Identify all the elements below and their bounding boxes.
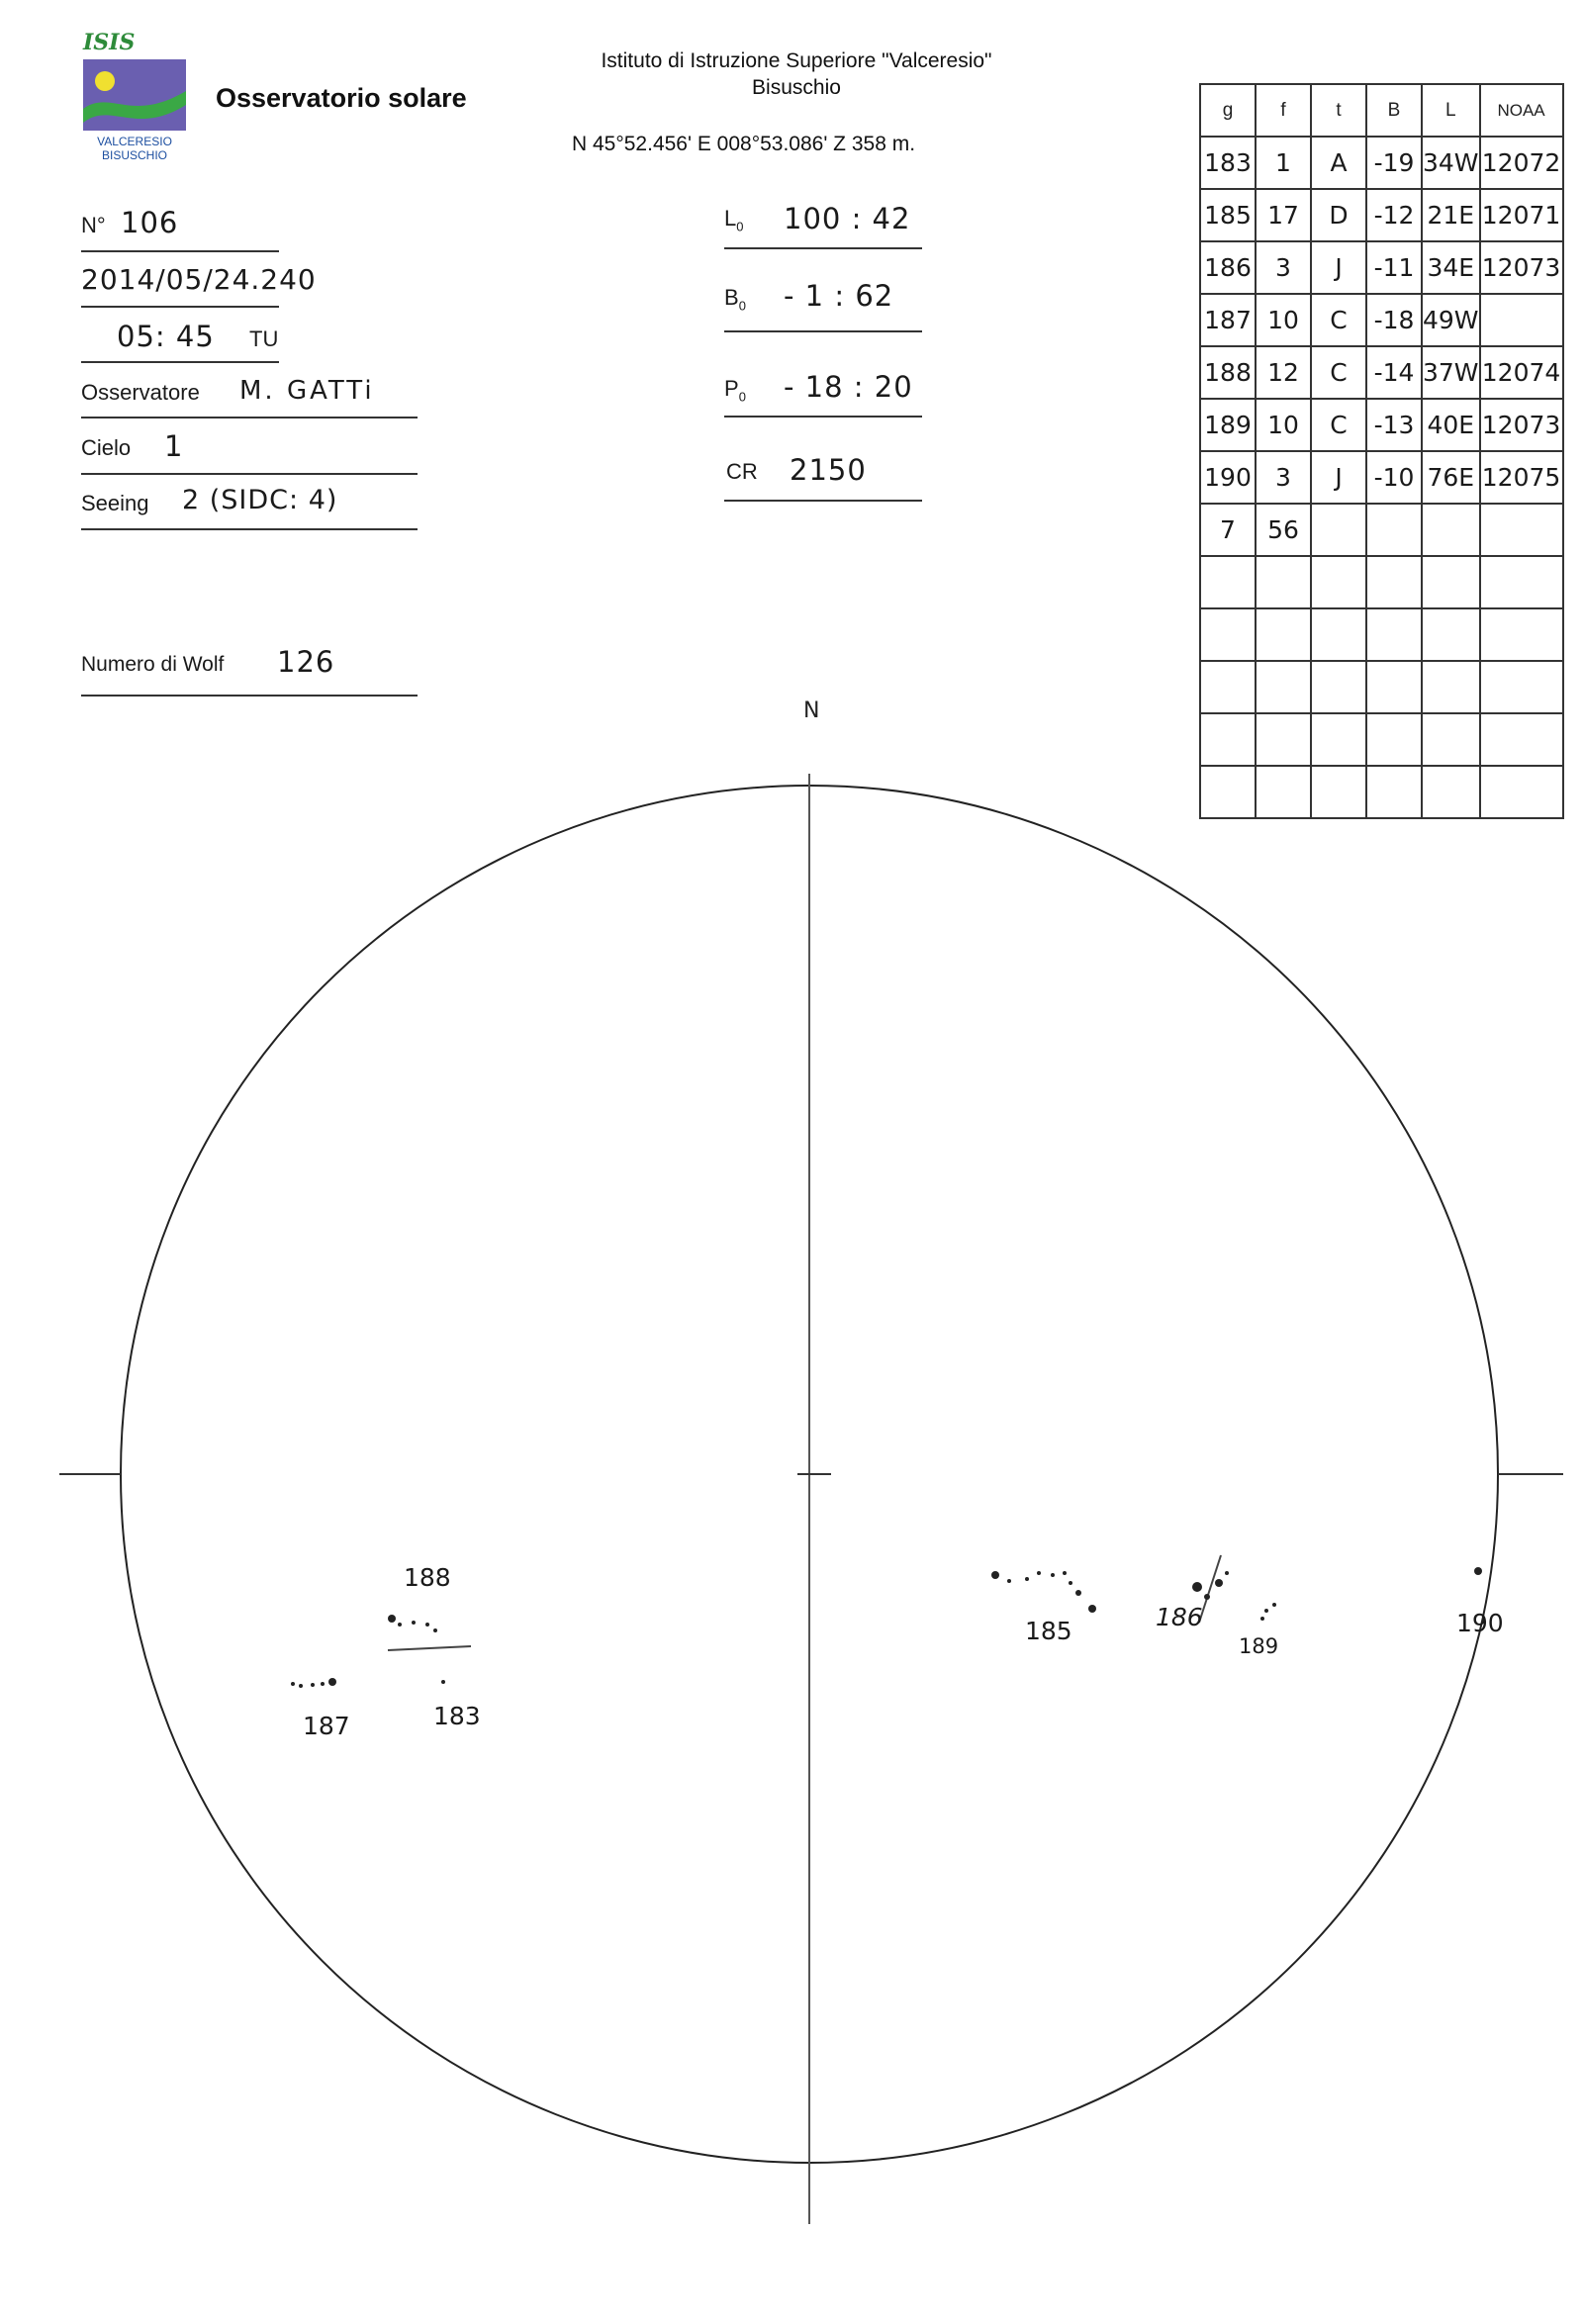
table-cell: 185 xyxy=(1200,189,1256,241)
table-cell: 3 xyxy=(1256,241,1311,294)
col-header-b: B xyxy=(1366,84,1422,137)
table-cell: 10 xyxy=(1256,399,1311,451)
sunspot xyxy=(311,1683,315,1687)
sunspot xyxy=(1272,1603,1276,1607)
sunspot xyxy=(1088,1605,1096,1613)
site-coordinates: N 45°52.456' E 008°53.086' Z 358 m. xyxy=(572,133,916,155)
sky-value: 1 xyxy=(164,429,184,463)
col-header-t: t xyxy=(1311,84,1366,137)
sunspot xyxy=(1051,1573,1055,1577)
time-value: 05: 45 xyxy=(117,320,215,353)
table-cell: 190 xyxy=(1200,451,1256,504)
col-header-noaa: NOAA xyxy=(1480,84,1563,137)
sunspot xyxy=(433,1628,437,1632)
table-cell: -18 xyxy=(1366,294,1422,346)
sunspot xyxy=(388,1615,396,1623)
group-label-187: 187 xyxy=(303,1712,350,1740)
table-cell: 12072 xyxy=(1480,137,1563,189)
sunspot xyxy=(299,1684,303,1688)
table-cell: C xyxy=(1311,294,1366,346)
group-label-190: 190 xyxy=(1456,1609,1504,1637)
table-cell: 7 xyxy=(1200,504,1256,556)
date-value: 2014/05/24.240 xyxy=(81,263,317,296)
observer-label: Osservatore xyxy=(81,380,200,405)
table-cell: J xyxy=(1311,451,1366,504)
observatory-title: Osservatorio solare xyxy=(216,83,467,113)
sunspot xyxy=(441,1680,445,1684)
table-cell: J xyxy=(1311,241,1366,294)
sunspot xyxy=(991,1571,999,1579)
number-label: N° xyxy=(81,213,106,237)
table-cell: C xyxy=(1311,346,1366,399)
l0-label: $L_0$ xyxy=(724,206,744,234)
wolf-value: 126 xyxy=(277,645,335,679)
sunspot xyxy=(1063,1571,1067,1575)
p0-value: - 18 : 20 xyxy=(784,370,913,404)
table-cell: 186 xyxy=(1200,241,1256,294)
table-cell: 10 xyxy=(1256,294,1311,346)
sunspot xyxy=(1474,1567,1482,1575)
number-value: 106 xyxy=(121,206,179,239)
table-cell: 3 xyxy=(1256,451,1311,504)
table-cell: 189 xyxy=(1200,399,1256,451)
table-cell: 12073 xyxy=(1480,241,1563,294)
sunspot xyxy=(321,1682,325,1686)
table-cell: 37W xyxy=(1422,346,1480,399)
group-label-183: 183 xyxy=(433,1702,481,1730)
table-cell: -10 xyxy=(1366,451,1422,504)
col-header-g: g xyxy=(1200,84,1256,137)
sky-label: Cielo xyxy=(81,435,132,460)
sunspot xyxy=(1075,1590,1081,1596)
table-cell: 12074 xyxy=(1480,346,1563,399)
sunspot xyxy=(1007,1579,1011,1583)
table-cell: 12 xyxy=(1256,346,1311,399)
seeing-value: 2 (SIDC: 4) xyxy=(182,485,338,515)
table-cell: 17 xyxy=(1256,189,1311,241)
seeing-label: Seeing xyxy=(81,491,149,515)
logo-sub-2: BISUSCHIO xyxy=(101,148,168,162)
table-cell: 183 xyxy=(1200,137,1256,189)
table-cell: -13 xyxy=(1366,399,1422,451)
institute-line-1: Istituto di Istruzione Superiore "Valceresio" xyxy=(601,49,992,72)
north-label: N xyxy=(803,698,820,723)
sunspot xyxy=(1069,1581,1072,1585)
table-cell: 76E xyxy=(1422,451,1480,504)
sunspot xyxy=(291,1682,295,1686)
institute-line-2: Bisuschio xyxy=(752,76,841,99)
observer-value: M. GATTi xyxy=(239,376,375,406)
group-188-axis xyxy=(388,1646,471,1650)
table-cell: 34E xyxy=(1422,241,1480,294)
sunspot xyxy=(1225,1571,1229,1575)
table-cell: 34W xyxy=(1422,137,1480,189)
sunspot xyxy=(425,1623,429,1627)
sunspot xyxy=(1025,1577,1029,1581)
table-cell: A xyxy=(1311,137,1366,189)
sunspot xyxy=(1037,1571,1041,1575)
group-label-189: 189 xyxy=(1239,1634,1279,1658)
group-label-188: 188 xyxy=(404,1563,451,1592)
sunspot xyxy=(1204,1594,1210,1600)
b0-value: - 1 : 62 xyxy=(784,279,894,313)
time-unit: TU xyxy=(249,326,279,351)
table-cell: 12075 xyxy=(1480,451,1563,504)
table-cell: 188 xyxy=(1200,346,1256,399)
group-label-185: 185 xyxy=(1025,1617,1072,1645)
sunspot xyxy=(1215,1579,1223,1587)
table-cell: -11 xyxy=(1366,241,1422,294)
table-cell: 12073 xyxy=(1480,399,1563,451)
col-header-f: f xyxy=(1256,84,1311,137)
sunspot xyxy=(1192,1582,1202,1592)
cr-value: 2150 xyxy=(790,453,867,487)
table-cell: 49W xyxy=(1422,294,1480,346)
table-cell: -14 xyxy=(1366,346,1422,399)
table-cell: C xyxy=(1311,399,1366,451)
table-cell: 1 xyxy=(1256,137,1311,189)
table-cell: 40E xyxy=(1422,399,1480,451)
table-cell: 56 xyxy=(1256,504,1311,556)
l0-value: 100 : 42 xyxy=(784,202,911,235)
logo-text: ISIS xyxy=(83,30,136,55)
table-cell: -19 xyxy=(1366,137,1422,189)
table-cell: 187 xyxy=(1200,294,1256,346)
table-cell: 21E xyxy=(1422,189,1480,241)
logo-sub-1: VALCERESIO xyxy=(97,135,172,148)
wolf-label: Numero di Wolf xyxy=(81,653,225,676)
table-cell: -12 xyxy=(1366,189,1422,241)
sunspot xyxy=(328,1678,336,1686)
sunspot xyxy=(1264,1609,1268,1613)
group-label-186: 186 xyxy=(1156,1603,1203,1631)
table-cell: D xyxy=(1311,189,1366,241)
b0-label: $B_0$ xyxy=(724,285,746,314)
sunspot xyxy=(398,1623,402,1627)
table-cell: 12071 xyxy=(1480,189,1563,241)
cr-label: CR xyxy=(726,459,758,484)
sunspot xyxy=(1260,1617,1264,1621)
col-header-l: L xyxy=(1422,84,1480,137)
sunspots xyxy=(291,1567,1482,1688)
p0-label: $P_0$ xyxy=(724,376,746,405)
sunspot xyxy=(412,1621,416,1625)
